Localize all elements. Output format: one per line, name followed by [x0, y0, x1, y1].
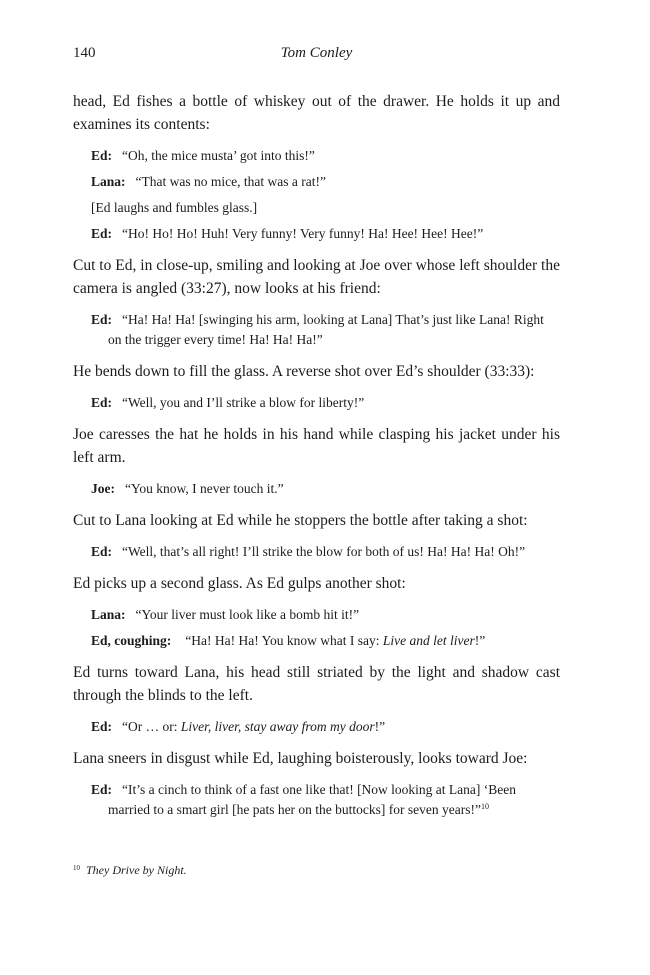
paragraph: Lana sneers in disgust while Ed, laughing boisterously, looks toward Joe: — [73, 750, 528, 767]
speaker: Ed: — [91, 148, 113, 163]
line-text: “That was no mice, that was a rat!” — [135, 174, 326, 189]
dialogue-block — [73, 479, 560, 499]
footnote-marker: 10 — [73, 864, 80, 872]
dialogue-line — [91, 631, 560, 651]
line-text: !” — [474, 633, 486, 648]
dialogue-line — [91, 310, 560, 350]
speaker: Lana: — [91, 174, 126, 189]
footnote-text: They Drive by Night. — [86, 863, 187, 877]
speaker: Ed: — [91, 719, 113, 734]
dialogue-line — [91, 479, 560, 499]
dialogue-block — [73, 717, 560, 737]
line-text: “Ho! Ho! Ho! Huh! Very funny! Very funny! Ha! Hee! Hee! Hee!” — [122, 226, 484, 241]
speaker: Ed: — [91, 782, 113, 797]
dialogue-line — [91, 605, 560, 625]
line-text: “You know, I never touch it.” — [125, 481, 284, 496]
speaker: Joe: — [91, 481, 115, 496]
speaker: Ed: — [91, 544, 113, 559]
line-text: “Oh, the mice musta’ got into this!” — [122, 148, 315, 163]
paragraph: Ed picks up a second glass. As Ed gulps another shot: — [73, 575, 406, 592]
dialogue-line — [91, 717, 560, 737]
paragraph: head, Ed fishes a bottle of whiskey out of the drawer. He holds it up and examines its contents: — [73, 93, 560, 133]
stage-direction — [91, 198, 560, 218]
line-text: “Ha! Ha! Ha! You know what I say: — [185, 633, 383, 648]
dialogue-block — [73, 542, 560, 562]
line-text: “Or … or: — [122, 719, 181, 734]
dialogue-line — [91, 393, 560, 413]
dialogue-line — [91, 780, 560, 820]
line-text: “Ha! Ha! Ha! [swinging his arm, looking at Lana] That’s just like Lana! Right on the trigger every time! Ha! Ha! Ha!” — [108, 312, 544, 347]
dialogue-line — [91, 172, 560, 192]
paragraph: Cut to Ed, in close-up, smiling and looking at Joe over whose left shoulder the camera is angled (33:27), now looks at his friend: — [73, 257, 560, 297]
dialogue-block — [73, 310, 560, 350]
line-text: “Well, you and I’ll strike a blow for liberty!” — [122, 395, 365, 410]
speaker: Ed: — [91, 226, 113, 241]
speaker: Lana: — [91, 607, 126, 622]
page-number: 140 — [73, 45, 96, 61]
page-body — [73, 90, 560, 820]
speaker: Ed: — [91, 395, 113, 410]
line-text: “It’s a cinch to think of a fast one like that! [Now looking at Lana] ‘Been married to a smart girl [he pats her on the buttocks] for seven years!” — [108, 782, 517, 817]
line-text-italic: Liver, liver, stay away from my door — [180, 719, 375, 734]
dialogue-line — [91, 542, 560, 562]
dialogue-block — [73, 605, 560, 651]
paragraph: Joe caresses the hat he holds in his hand while clasping his jacket under his left arm. — [73, 426, 560, 466]
line-text: [Ed laughs and fumbles glass.] — [91, 200, 258, 215]
line-text: !” — [374, 719, 386, 734]
footnote-reference[interactable]: 10 — [481, 802, 489, 811]
dialogue-block — [73, 146, 560, 244]
dialogue-block — [73, 393, 560, 413]
line-text: “Your liver must look like a bomb hit it!” — [135, 607, 360, 622]
paragraph: Ed turns toward Lana, his head still striated by the light and shadow cast through the blinds to the left. — [73, 664, 560, 704]
speaker: Ed: — [91, 312, 113, 327]
footnote — [73, 863, 187, 878]
dialogue-line — [91, 224, 560, 244]
line-text: “Well, that’s all right! I’ll strike the blow for both of us! Ha! Ha! Ha! Oh!” — [122, 544, 526, 559]
running-head: Tom Conley — [280, 45, 353, 61]
paragraph: He bends down to fill the glass. A reverse shot over Ed’s shoulder (33:33): — [73, 363, 535, 380]
dialogue-line — [91, 146, 560, 166]
line-text-italic: Live and let liver — [382, 633, 475, 648]
page-header — [73, 45, 560, 67]
speaker: Ed, coughing: — [91, 633, 172, 648]
paragraph: Cut to Lana looking at Ed while he stoppers the bottle after taking a shot: — [73, 512, 528, 529]
dialogue-block — [73, 780, 560, 820]
